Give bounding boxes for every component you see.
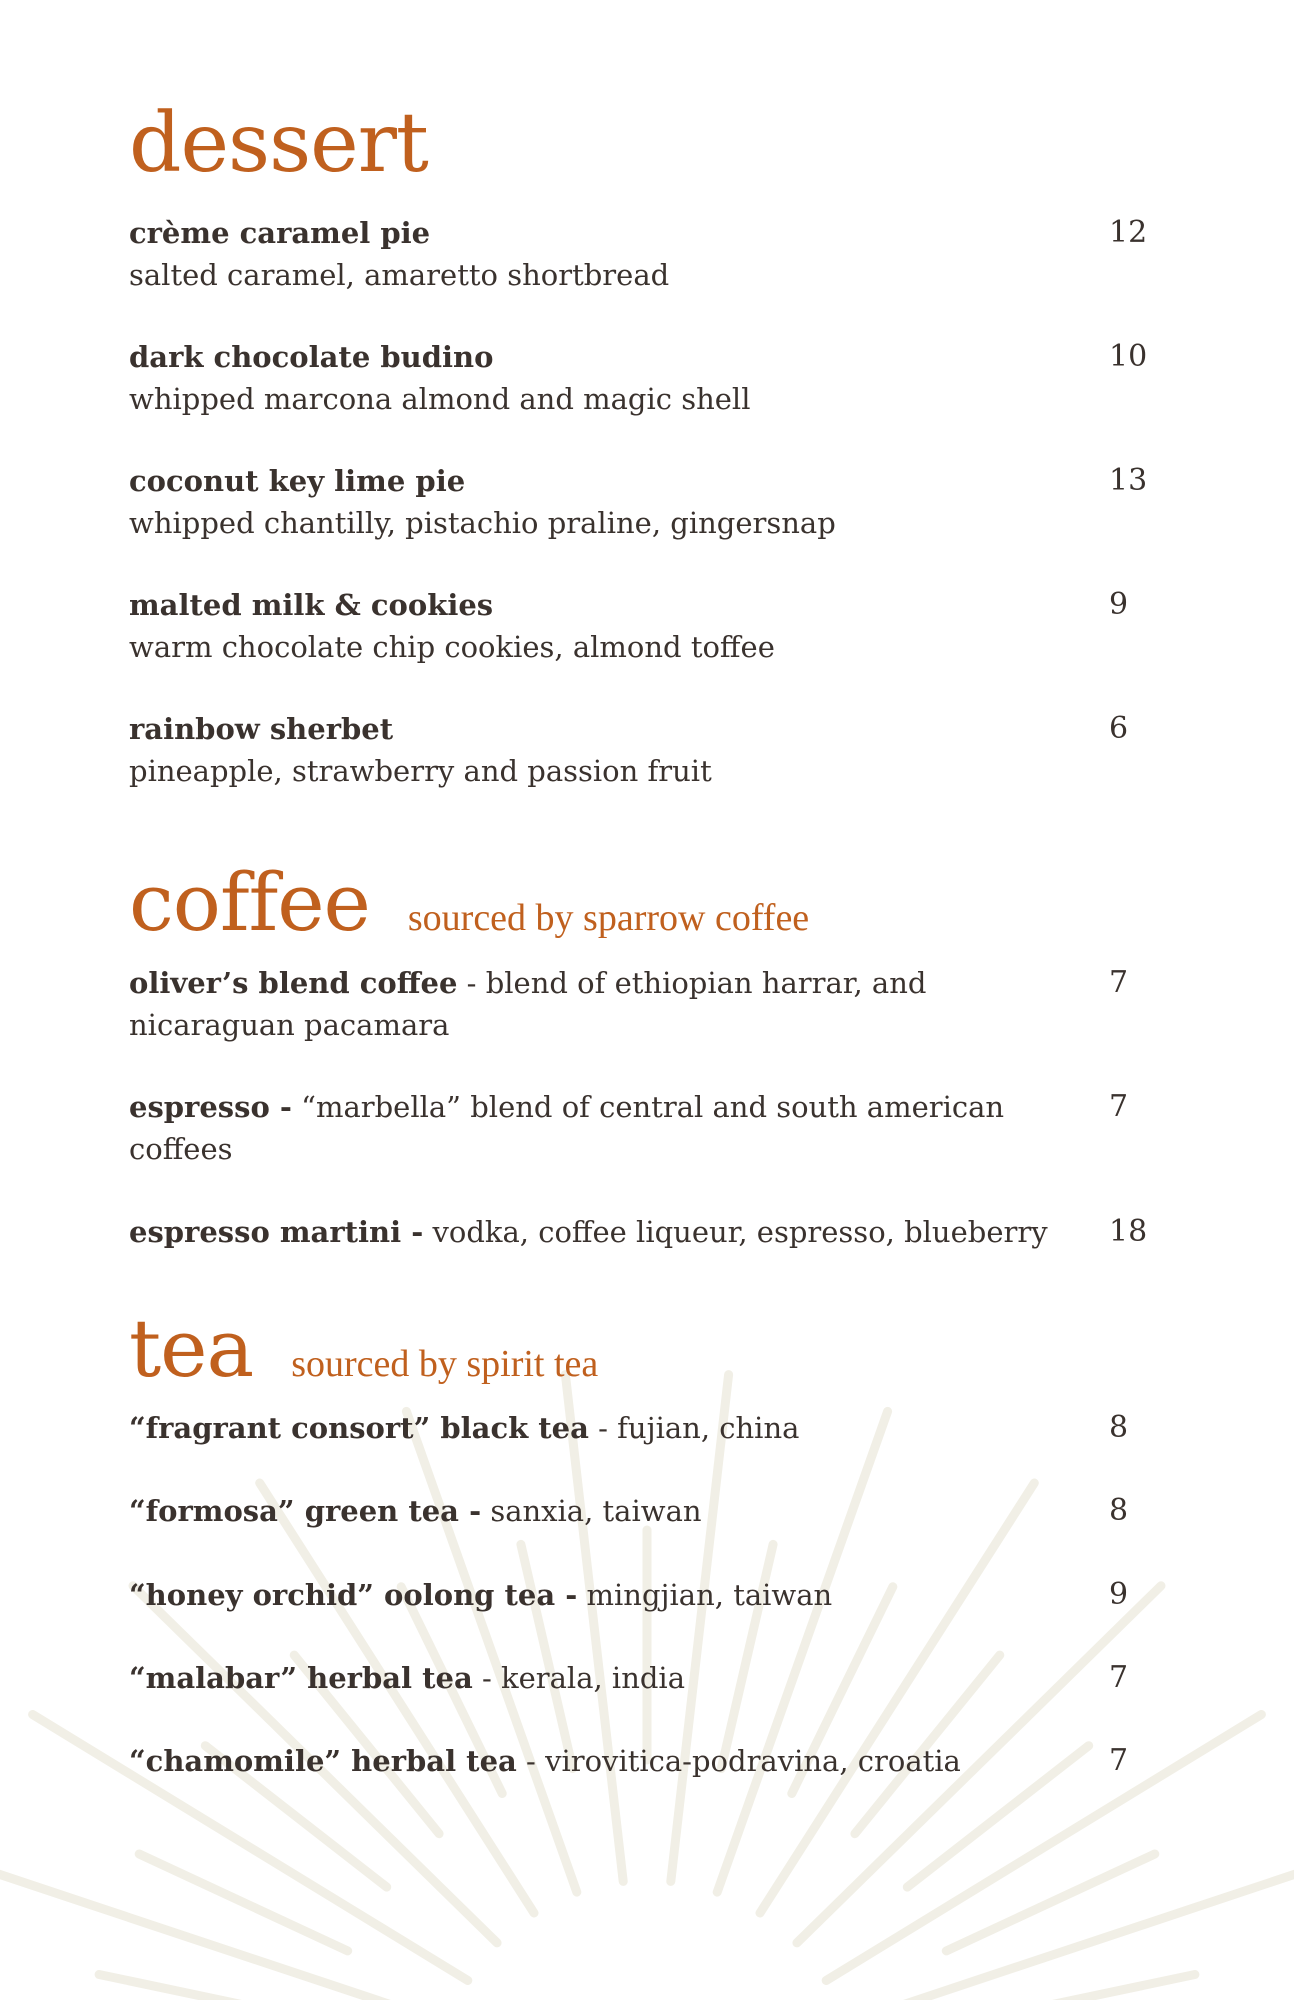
item-price: 7 <box>1109 1660 1129 1695</box>
item-description: kerala, india <box>501 1661 685 1695</box>
item-price: 8 <box>1109 1493 1129 1528</box>
menu-item-malabar-herbal-tea <box>129 1657 1169 1699</box>
menu-item-malted-milk-cookies <box>129 584 1169 668</box>
sunburst-ray <box>946 1854 1155 1951</box>
item-description: sanxia, taiwan <box>490 1494 702 1528</box>
item-price: 7 <box>1109 1089 1129 1124</box>
menu-item-fragrant-consort-black-tea <box>129 1407 1169 1449</box>
item-name: oliver’s blend coffee <box>129 966 458 1000</box>
item-description: warm chocolate chip cookies, almond toffee <box>129 630 775 664</box>
menu-item-chamomile-herbal-tea <box>129 1740 1169 1782</box>
menu-item-olivers-blend-coffee <box>129 962 1169 1046</box>
item-name: espresso - <box>129 1090 292 1124</box>
sunburst-ray <box>139 1854 348 1951</box>
item-description: mingjian, taiwan <box>586 1578 833 1612</box>
item-separator <box>577 1578 586 1612</box>
item-name: “chamomile” herbal tea <box>129 1744 517 1778</box>
item-name: espresso martini - <box>129 1215 424 1249</box>
item-separator <box>481 1494 490 1528</box>
tea-heading <box>129 1302 598 1395</box>
item-price: 9 <box>1109 1577 1129 1612</box>
coffee-heading <box>129 856 809 949</box>
item-description: virovitica-podravina, croatia <box>545 1744 961 1778</box>
dessert-title: dessert <box>129 96 428 191</box>
item-name: malted milk & cookies <box>129 588 494 622</box>
item-name: “fragrant consort” black tea <box>129 1411 589 1445</box>
tea-subtitle: sourced by spirit tea <box>291 1343 599 1385</box>
item-price: 18 <box>1109 1214 1148 1249</box>
menu-item-rainbow-sherbet <box>129 708 1169 792</box>
item-separator: - <box>472 1661 502 1695</box>
menu-item-honey-orchid-oolong-tea <box>129 1574 1169 1616</box>
item-price: 7 <box>1109 1743 1129 1778</box>
item-description: “marbella” blend of central and south american coffees <box>129 1090 1005 1166</box>
sunburst-ray <box>671 1375 729 1882</box>
item-separator: - <box>588 1411 618 1445</box>
coffee-title: coffee <box>129 856 370 949</box>
item-description: whipped marcona almond and magic shell <box>129 382 751 416</box>
item-description: blend of ethiopian harrar, and nicaraguan pacamara <box>129 966 927 1042</box>
item-price: 13 <box>1109 463 1148 498</box>
item-name: dark chocolate budino <box>129 340 494 374</box>
item-description: fujian, china <box>617 1411 800 1445</box>
menu-item-formosa-green-tea <box>129 1490 1169 1532</box>
item-price: 8 <box>1109 1410 1129 1445</box>
menu-item-creme-caramel-pie <box>129 212 1169 296</box>
menu-item-espresso <box>129 1086 1169 1170</box>
item-price: 10 <box>1109 339 1148 374</box>
item-separator: - <box>457 966 486 1000</box>
dessert-heading <box>129 96 428 191</box>
menu-item-espresso-martini <box>129 1211 1169 1253</box>
sunburst-ray <box>970 1975 1195 2000</box>
item-description: whipped chantilly, pistachio praline, gingersnap <box>129 506 836 540</box>
item-price: 9 <box>1109 587 1129 622</box>
item-description: salted caramel, amaretto shortbread <box>129 258 670 292</box>
item-name: “malabar” herbal tea <box>129 1661 473 1695</box>
item-price: 6 <box>1109 711 1129 746</box>
item-name: coconut key lime pie <box>129 464 466 498</box>
item-name: rainbow sherbet <box>129 712 394 746</box>
item-separator <box>292 1090 301 1124</box>
item-description: vodka, coffee liqueur, espresso, blueberry <box>432 1215 1048 1249</box>
tea-title: tea <box>129 1302 254 1395</box>
item-separator: - <box>516 1744 546 1778</box>
item-description: pineapple, strawberry and passion fruit <box>129 754 712 788</box>
item-price: 7 <box>1109 965 1129 1000</box>
item-price: 12 <box>1109 215 1148 250</box>
item-name: crème caramel pie <box>129 216 431 250</box>
item-name: “honey orchid” oolong tea - <box>129 1578 578 1612</box>
item-separator <box>423 1215 432 1249</box>
sunburst-ray <box>565 1375 623 1882</box>
coffee-subtitle: sourced by sparrow coffee <box>407 897 810 939</box>
item-name: “formosa” green tea - <box>129 1494 482 1528</box>
menu-item-dark-chocolate-budino <box>129 336 1169 420</box>
menu-item-coconut-key-lime-pie <box>129 460 1169 544</box>
sunburst-ray <box>99 1975 324 2000</box>
